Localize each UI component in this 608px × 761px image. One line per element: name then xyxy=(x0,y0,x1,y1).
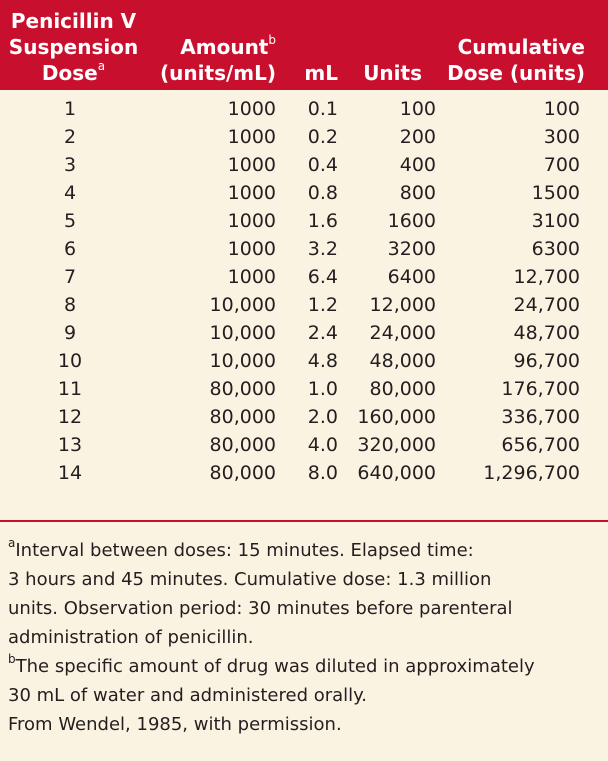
cell-units: 24,000 xyxy=(369,322,436,344)
header-amount-footnote-mark: b xyxy=(268,33,276,48)
header-dose-footnote-mark: a xyxy=(97,59,106,74)
cell-dose: 5 xyxy=(63,210,77,232)
header-units: Units xyxy=(363,61,422,85)
cell-ml: 1.2 xyxy=(307,294,338,316)
header-cumulative-line1: Cumulative xyxy=(457,35,585,59)
header-cumulative xyxy=(440,34,585,86)
cell-ml: 0.1 xyxy=(307,98,338,120)
cell-ml: 3.2 xyxy=(307,238,338,260)
footnote-a-line1 xyxy=(8,536,598,565)
table-row xyxy=(0,319,608,347)
header-ml: mL xyxy=(304,61,338,85)
cell-amount: 80,000 xyxy=(209,406,276,428)
table-row xyxy=(0,431,608,459)
cell-dose: 7 xyxy=(63,266,77,288)
header-dose-text: Dose xyxy=(41,61,98,85)
cell-amount: 10,000 xyxy=(209,350,276,372)
cell-dose: 14 xyxy=(57,462,83,484)
cell-units: 160,000 xyxy=(357,406,436,428)
cell-amount: 1000 xyxy=(227,154,276,176)
cell-amount: 1000 xyxy=(227,126,276,148)
header-amount-line1 xyxy=(150,34,276,60)
footnote-b-mark: b xyxy=(8,652,16,666)
table-row xyxy=(0,207,608,235)
table-row xyxy=(0,403,608,431)
cell-dose: 10 xyxy=(57,350,83,372)
table-body xyxy=(0,95,608,487)
header-cumulative-line2: Dose (units) xyxy=(447,61,585,85)
cell-units: 800 xyxy=(399,182,436,204)
cell-dose: 1 xyxy=(63,98,77,120)
source-note: From Wendel, 1985, with permission. xyxy=(8,714,342,735)
cell-ml: 2.0 xyxy=(307,406,338,428)
cell-amount: 10,000 xyxy=(209,322,276,344)
cell-amount: 1000 xyxy=(227,210,276,232)
cell-units: 12,000 xyxy=(369,294,436,316)
cell-cumulative: 336,700 xyxy=(501,406,580,428)
cell-amount: 1000 xyxy=(227,98,276,120)
cell-dose: 4 xyxy=(63,182,77,204)
cell-units: 400 xyxy=(399,154,436,176)
cell-cumulative: 300 xyxy=(543,126,580,148)
cell-ml: 1.6 xyxy=(307,210,338,232)
cell-units: 3200 xyxy=(387,238,436,260)
cell-dose: 2 xyxy=(63,126,77,148)
cell-amount: 80,000 xyxy=(209,462,276,484)
header-dose xyxy=(6,8,141,86)
header-amount-line2: (units/mL) xyxy=(160,61,276,85)
cell-ml: 2.4 xyxy=(307,322,338,344)
cell-units: 80,000 xyxy=(369,378,436,400)
table-row xyxy=(0,95,608,123)
table-row xyxy=(0,347,608,375)
header-amount-text: Amount xyxy=(180,35,269,59)
cell-units: 1600 xyxy=(387,210,436,232)
cell-dose: 11 xyxy=(57,378,83,400)
cell-ml: 0.8 xyxy=(307,182,338,204)
cell-cumulative: 656,700 xyxy=(501,434,580,456)
table-row xyxy=(0,235,608,263)
cell-dose: 6 xyxy=(63,238,77,260)
table-footnotes xyxy=(8,536,598,739)
cell-amount: 1000 xyxy=(227,182,276,204)
table-divider xyxy=(0,520,608,522)
cell-cumulative: 100 xyxy=(543,98,580,120)
footnote-a-mark: a xyxy=(8,536,16,550)
cell-ml: 6.4 xyxy=(307,266,338,288)
cell-dose: 13 xyxy=(57,434,83,456)
cell-dose: 8 xyxy=(63,294,77,316)
table-row xyxy=(0,123,608,151)
cell-units: 48,000 xyxy=(369,350,436,372)
cell-cumulative: 1,296,700 xyxy=(483,462,580,484)
table-row xyxy=(0,375,608,403)
cell-cumulative: 12,700 xyxy=(513,266,580,288)
header-amount xyxy=(150,34,276,86)
footnote-b-line1 xyxy=(8,652,598,681)
footnote-a-text: Interval between doses: 15 minutes. Elapsed time: xyxy=(15,540,474,561)
cell-dose: 9 xyxy=(63,322,77,344)
cell-amount: 80,000 xyxy=(209,378,276,400)
footnote-a-line2: 3 hours and 45 minutes. Cumulative dose: 1.3 million xyxy=(8,569,492,590)
cell-units: 200 xyxy=(399,126,436,148)
cell-cumulative: 48,700 xyxy=(513,322,580,344)
cell-amount: 1000 xyxy=(227,238,276,260)
header-dose-line2: Suspension xyxy=(8,35,139,59)
cell-cumulative: 1500 xyxy=(531,182,580,204)
table-header xyxy=(0,0,608,90)
cell-units: 6400 xyxy=(387,266,436,288)
cell-cumulative: 700 xyxy=(543,154,580,176)
footnote-b-text: The specific amount of drug was diluted in approximately xyxy=(15,656,535,677)
cell-ml: 1.0 xyxy=(307,378,338,400)
cell-amount: 1000 xyxy=(227,266,276,288)
cell-ml: 8.0 xyxy=(307,462,338,484)
table-row xyxy=(0,151,608,179)
footnote-b-line2: 30 mL of water and administered orally. xyxy=(8,685,367,706)
cell-dose: 12 xyxy=(57,406,83,428)
footnote-a-line4: administration of penicillin. xyxy=(8,627,254,648)
footnote-a-line3: units. Observation period: 30 minutes before parenteral xyxy=(8,598,513,619)
header-dose-line3 xyxy=(6,60,141,86)
cell-ml: 0.2 xyxy=(307,126,338,148)
cell-dose: 3 xyxy=(63,154,77,176)
cell-cumulative: 6300 xyxy=(531,238,580,260)
cell-units: 100 xyxy=(399,98,436,120)
cell-cumulative: 96,700 xyxy=(513,350,580,372)
cell-ml: 4.0 xyxy=(307,434,338,456)
header-dose-line1: Penicillin V xyxy=(10,9,137,33)
table-row xyxy=(0,263,608,291)
table-row xyxy=(0,179,608,207)
cell-amount: 80,000 xyxy=(209,434,276,456)
cell-ml: 0.4 xyxy=(307,154,338,176)
cell-cumulative: 24,700 xyxy=(513,294,580,316)
cell-cumulative: 176,700 xyxy=(501,378,580,400)
table-row xyxy=(0,291,608,319)
cell-cumulative: 3100 xyxy=(531,210,580,232)
table-row xyxy=(0,459,608,487)
cell-ml: 4.8 xyxy=(307,350,338,372)
cell-amount: 10,000 xyxy=(209,294,276,316)
cell-units: 320,000 xyxy=(357,434,436,456)
cell-units: 640,000 xyxy=(357,462,436,484)
